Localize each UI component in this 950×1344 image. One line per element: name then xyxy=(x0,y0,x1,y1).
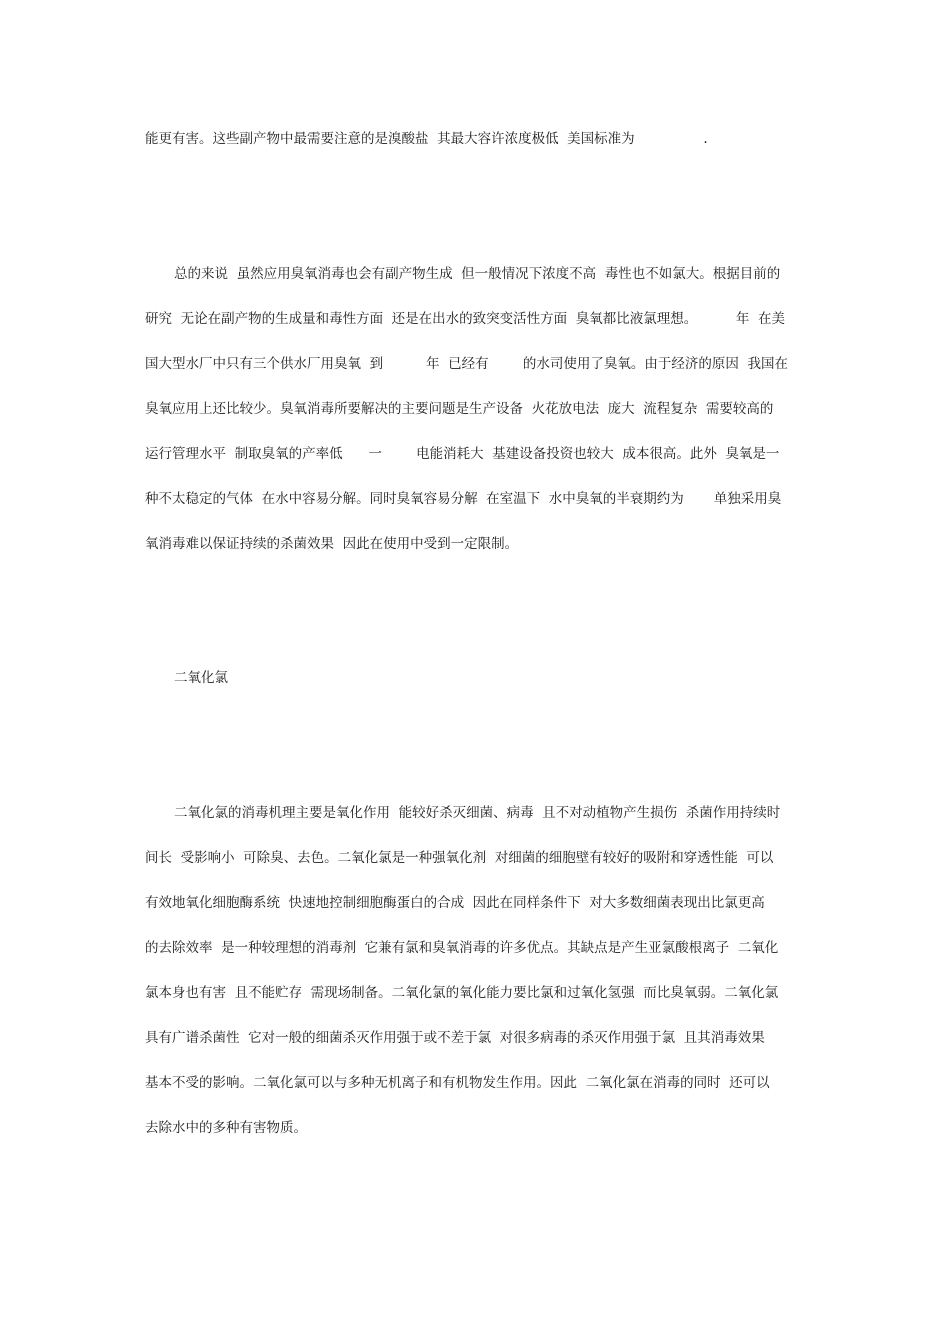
paragraph-2-line-7: 氧消毒难以保证持续的杀菌效果 因此在使用中受到一定限制。 xyxy=(145,536,519,552)
paragraph-1-line-1: 能更有害。这些副产物中最需要注意的是溴酸盐 其最大容许浓度极低 美国标准为 . xyxy=(145,131,708,147)
paragraph-2-line-1: 总的来说 虽然应用臭氧消毒也会有副产物生成 但一般情况下浓度不高 毒性也不如氯大。根据目前的 xyxy=(174,266,781,282)
paragraph-2-line-4: 臭氧应用上还比较少。臭氧消毒所要解决的主要问题是生产设备 火花放电法 庞大 流程复杂 需要较高的 xyxy=(145,401,774,417)
paragraph-3-line-5: 氯本身也有害 且不能贮存 需现场制备。二氧化氯的氧化能力要比氯和过氧化氢强 而比臭氧弱。二氧化氯 xyxy=(145,985,779,1001)
paragraph-3-line-6: 具有广谱杀菌性 它对一般的细菌杀灭作用强于或不差于氯 对很多病毒的杀灭作用强于氯 且其消毒效果 xyxy=(145,1030,765,1046)
paragraph-3-line-8: 去除水中的多种有害物质。 xyxy=(145,1120,307,1136)
paragraph-3-line-7: 基本不受的影响。二氧化氯可以与多种无机离子和有机物发生作用。因此 二氧化氯在消毒的同时 还可以 xyxy=(145,1075,770,1091)
paragraph-2-line-3: 国大型水厂中只有三个供水厂用臭氧 到 年 已经有 的水司使用了臭氧。由于经济的原因 我国在 xyxy=(145,356,788,372)
paragraph-2-line-2: 研究 无论在副产物的生成量和毒性方面 还是在出水的致突变活性方面 臭氧都比液氯理想。 年 在美 xyxy=(145,311,785,327)
paragraph-3-line-4: 的去除效率 是一种较理想的消毒剂 它兼有氯和臭氧消毒的许多优点。其缺点是产生亚氯酸根离子 二氧化 xyxy=(145,940,779,956)
paragraph-3-line-2: 间长 受影响小 可除臭、去色。二氧化氯是一种强氧化剂 对细菌的细胞壁有较好的吸附和穿透性能 可以 xyxy=(145,850,774,866)
paragraph-3-line-1: 二氧化氯的消毒机理主要是氧化作用 能较好杀灭细菌、病毒 且不对动植物产生损伤 杀菌作用持续时 xyxy=(174,805,781,821)
paragraph-3-line-3: 有效地氧化细胞酶系统 快速地控制细胞酶蛋白的合成 因此在同样条件下 对大多数细菌表现出比氯更高 xyxy=(145,895,765,911)
section-heading: 二氧化氯 xyxy=(174,670,228,686)
paragraph-2-line-5: 运行管理水平 制取臭氧的产率低 一 电能消耗大 基建设备投资也较大 成本很高。此外 臭氧是一 xyxy=(145,446,780,462)
paragraph-2-line-6: 种不太稳定的气体 在水中容易分解。同时臭氧容易分解 在室温下 水中臭氧的半衰期约为 单独采用臭 xyxy=(145,491,782,507)
